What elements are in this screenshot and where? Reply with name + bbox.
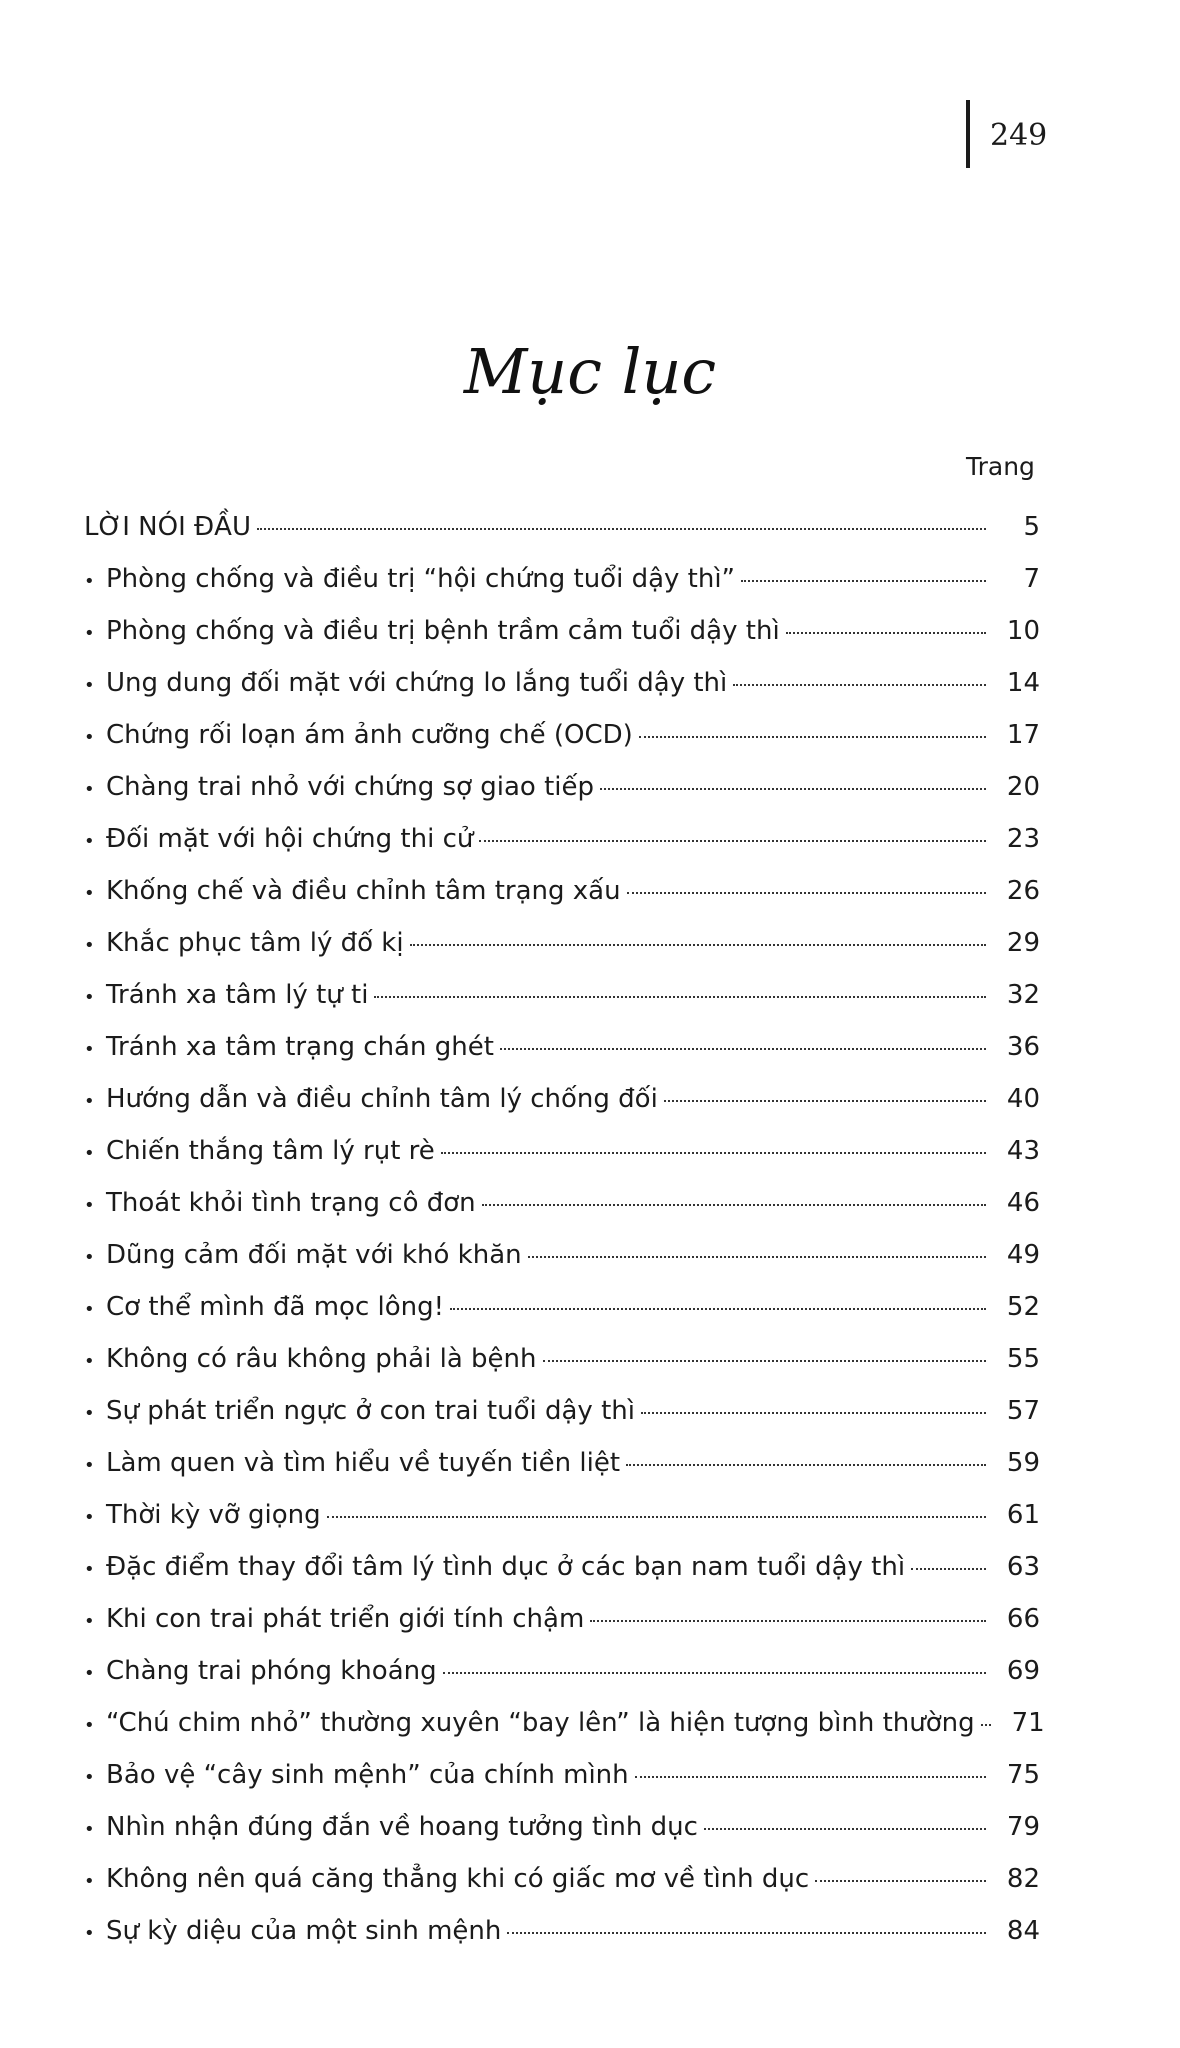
toc-entry-title: Hướng dẫn và điều chỉnh tâm lý chống đối [106,1084,658,1114]
bullet-icon: • [84,623,95,644]
bullet-icon: • [84,883,95,904]
toc-entry-page: 52 [1006,1292,1040,1322]
header-rule [966,100,970,168]
toc-entry [84,772,1040,824]
toc-entry-title: Sự kỳ diệu của một sinh mệnh [106,1916,502,1946]
toc-entry-page: 59 [1006,1448,1040,1478]
toc-entry-title: “Chú chim nhỏ” thường xuyên “bay lên” là hiện tượng bình thường [106,1708,975,1738]
bullet-icon: • [84,1351,95,1372]
toc-entry-page: 55 [1006,1344,1040,1374]
page-title: Mục lục [463,335,717,408]
toc-entry-page: 63 [1006,1552,1040,1582]
bullet-icon: • [84,1039,95,1060]
bullet-icon: • [84,1195,95,1216]
toc-entry-title: Không nên quá căng thẳng khi có giấc mơ về tình dục [106,1864,810,1894]
toc-entry-page: 17 [1006,720,1040,750]
toc-entry-title: LỜI NÓI ĐẦU [84,512,251,542]
toc-entry-page: 79 [1006,1812,1040,1842]
bullet-icon: • [84,831,95,852]
toc-entry [84,1760,1040,1812]
toc-entry-title: Ung dung đối mặt với chứng lo lắng tuổi dậy thì [106,668,728,698]
toc-entry [84,512,1040,564]
toc-entry [84,876,1040,928]
dot-leader [639,736,986,738]
dot-leader [626,1464,986,1466]
toc-entry [84,668,1040,720]
toc-entry [84,1240,1040,1292]
bullet-icon: • [84,1767,95,1788]
bullet-icon: • [84,987,95,1008]
toc-entry-page: 46 [1006,1188,1040,1218]
dot-leader [528,1256,986,1258]
bullet-icon: • [84,1299,95,1320]
toc-entry [84,928,1040,980]
dot-leader [815,1880,986,1882]
dot-leader [450,1308,986,1310]
toc-entry [84,824,1040,876]
toc-entry [84,1552,1040,1604]
dot-leader [410,944,986,946]
toc-entry-page: 43 [1006,1136,1040,1166]
dot-leader [635,1776,986,1778]
toc-entry [84,1188,1040,1240]
toc-entry-page: 23 [1006,824,1040,854]
dot-leader [443,1672,986,1674]
toc-entry-title: Chàng trai nhỏ với chứng sợ giao tiếp [106,772,594,802]
toc-entry-page: 10 [1006,616,1040,646]
dot-leader [704,1828,986,1830]
toc-entry [84,1916,1040,1968]
toc-entry [84,1396,1040,1448]
dot-leader [664,1100,986,1102]
toc-entry-title: Bảo vệ “cây sinh mệnh” của chính mình [106,1760,629,1790]
toc-entry-page: 26 [1006,876,1040,906]
toc-entry-title: Cơ thể mình đã mọc lông! [106,1292,445,1322]
toc-entry-title: Dũng cảm đối mặt với khó khăn [106,1240,522,1270]
dot-leader [641,1412,986,1414]
bullet-icon: • [84,1611,95,1632]
toc-entry-page: 29 [1006,928,1040,958]
toc-entry-title: Thoát khỏi tình trạng cô đơn [106,1188,476,1218]
toc-entry-title: Phòng chống và điều trị bệnh trầm cảm tuổi dậy thì [106,616,780,646]
toc-entry-page: 36 [1006,1032,1040,1062]
toc-entry [84,1084,1040,1136]
toc-entry-title: Chiến thắng tâm lý rụt rè [106,1136,435,1166]
dot-leader [482,1204,986,1206]
dot-leader [543,1360,987,1362]
bullet-icon: • [84,675,95,696]
toc-entry-title: Sự phát triển ngực ở con trai tuổi dậy thì [106,1396,635,1426]
toc-entry-title: Chứng rối loạn ám ảnh cưỡng chế (OCD) [106,720,633,750]
bullet-icon: • [84,935,95,956]
toc-entry-page: 20 [1006,772,1040,802]
toc-entry-title: Không có râu không phải là bệnh [106,1344,537,1374]
bullet-icon: • [84,1715,95,1736]
dot-leader [911,1568,986,1570]
bullet-icon: • [84,571,95,592]
toc-entry-title: Nhìn nhận đúng đắn về hoang tưởng tình dục [106,1812,698,1842]
bullet-icon: • [84,1559,95,1580]
page-column-label: Trang [966,452,1035,481]
dot-leader [374,996,986,998]
table-of-contents [84,512,1045,1968]
toc-entry-page: 75 [1006,1760,1040,1790]
toc-entry [84,1656,1040,1708]
toc-entry-title: Đặc điểm thay đổi tâm lý tình dục ở các bạn nam tuổi dậy thì [106,1552,906,1582]
toc-entry-page: 57 [1006,1396,1040,1426]
toc-entry-title: Phòng chống và điều trị “hội chứng tuổi dậy thì” [106,564,736,594]
toc-entry [84,1812,1040,1864]
dot-leader [441,1152,986,1154]
toc-entry-title: Làm quen và tìm hiểu về tuyến tiền liệt [106,1448,621,1478]
toc-entry [84,1344,1040,1396]
toc-entry [84,1708,1045,1760]
dot-leader [507,1932,986,1934]
dot-leader [981,1724,991,1726]
toc-entry [84,1292,1040,1344]
toc-entry-page: 14 [1006,668,1040,698]
toc-entry-title: Khống chế và điều chỉnh tâm trạng xấu [106,876,621,906]
bullet-icon: • [84,1663,95,1684]
dot-leader [627,892,986,894]
toc-entry [84,1500,1040,1552]
toc-entry-page: 84 [1006,1916,1040,1946]
bullet-icon: • [84,1143,95,1164]
toc-entry-title: Thời kỳ vỡ giọng [106,1500,321,1530]
toc-entry-title: Đối mặt với hội chứng thi cử [106,824,474,854]
toc-entry [84,720,1040,772]
toc-entry [84,1448,1040,1500]
bullet-icon: • [84,779,95,800]
bullet-icon: • [84,1247,95,1268]
toc-entry-title: Tránh xa tâm lý tự ti [106,980,369,1010]
toc-entry-title: Khắc phục tâm lý đố kị [106,928,404,958]
toc-entry [84,564,1040,616]
bullet-icon: • [84,1091,95,1112]
toc-entry [84,1032,1040,1084]
bullet-icon: • [84,1455,95,1476]
dot-leader [733,684,986,686]
bullet-icon: • [84,727,95,748]
dot-leader [257,528,986,530]
toc-entry-page: 7 [1023,564,1040,594]
bullet-icon: • [84,1871,95,1892]
toc-entry-page: 71 [1011,1708,1045,1738]
toc-entry [84,616,1040,668]
toc-entry-page: 61 [1006,1500,1040,1530]
toc-entry [84,1604,1040,1656]
toc-entry [84,1864,1040,1916]
toc-entry-page: 49 [1006,1240,1040,1270]
dot-leader [590,1620,986,1622]
toc-entry-title: Khi con trai phát triển giới tính chậm [106,1604,585,1634]
bullet-icon: • [84,1923,95,1944]
bullet-icon: • [84,1507,95,1528]
toc-entry-title: Tránh xa tâm trạng chán ghét [106,1032,494,1062]
toc-entry-page: 66 [1006,1604,1040,1634]
bullet-icon: • [84,1403,95,1424]
toc-entry [84,1136,1040,1188]
dot-leader [479,840,986,842]
dot-leader [327,1516,986,1518]
dot-leader [786,632,986,634]
toc-entry-title: Chàng trai phóng khoáng [106,1656,437,1686]
bullet-icon: • [84,1819,95,1840]
dot-leader [741,580,986,582]
page-number: 249 [990,118,1048,153]
toc-entry-page: 32 [1006,980,1040,1010]
toc-entry-page: 40 [1006,1084,1040,1114]
toc-entry-page: 69 [1006,1656,1040,1686]
dot-leader [500,1048,986,1050]
toc-entry [84,980,1040,1032]
toc-entry-page: 82 [1006,1864,1040,1894]
dot-leader [600,788,986,790]
toc-entry-page: 5 [1023,512,1040,542]
